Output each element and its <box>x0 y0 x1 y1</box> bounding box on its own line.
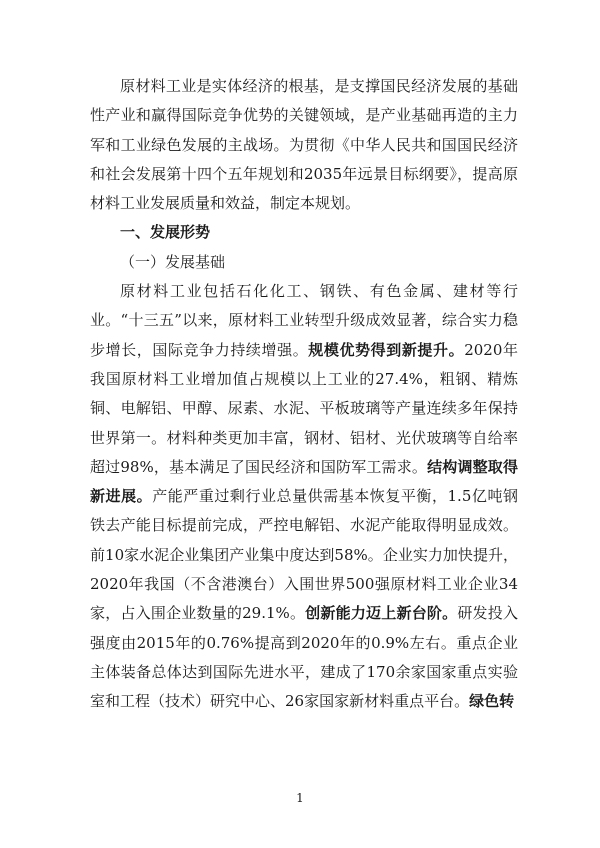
body-text: 原材料工业包括石化化工、钢铁、有色金属、建材等行业。“十三五”以来，原材料工业转型升级成效显著，综合实力稳步增长，国际竞争力持续增强。 <box>90 282 518 359</box>
body-text: 2020年我国原材料工业增加值占规模以上工业的27.4%，粗钢、精炼铜、电解铝、甲醇、尿素、水泥、平板玻璃等产量连续多年保持世界第一。材料种类更加丰富，钢材、铝材、光伏玻璃等自给率超过98%，基本满足了国民经济和国防军工需求。 <box>90 340 518 476</box>
document-body <box>90 72 518 717</box>
highlight-structure: 结构调整取得新进展。 <box>90 457 518 506</box>
highlight-green: 绿色转 <box>469 692 515 711</box>
subsection-heading: （一）发展基础 <box>120 252 226 271</box>
body-text: 产能严重过剩行业总量供需基本恢复平衡，1.5亿吨钢铁去产能目标提前完成，严控电解铝、水泥产能取得明显成效。前10家水泥企业集团产业集中度达到58%。企业实力加快提升，2020年我国（不含港澳台）入围世界500强原材料工业企业34家，占入围企业数量的29.1%。 <box>90 487 518 623</box>
section-heading: 一、发展形势 <box>120 223 211 242</box>
body-paragraph <box>90 277 518 716</box>
intro-paragraph: 原材料工业是实体经济的根基，是支撑国民经济发展的基础性产业和赢得国际竞争优势的关键领域，是产业基础再造的主力军和工业绿色发展的主战场。为贯彻《中华人民共和国国民经济和社会发展第十四个五年规划和2035年远景目标纲要》，提高原材料工业发展质量和效益，制定本规划。 <box>90 77 518 213</box>
highlight-scale: 规模优势得到新提升。 <box>308 340 465 359</box>
highlight-innovation: 创新能力迈上新台阶。 <box>305 604 458 623</box>
body-text: 研发投入强度由2015年的0.76%提高到2020年的0.9%左右。重点企业主体装备总体达到国际先进水平，建成了170余家国家重点实验室和工程（技术）研究中心、26家国家新材料重点平台。 <box>90 604 518 711</box>
page-number: 1 <box>296 791 304 805</box>
